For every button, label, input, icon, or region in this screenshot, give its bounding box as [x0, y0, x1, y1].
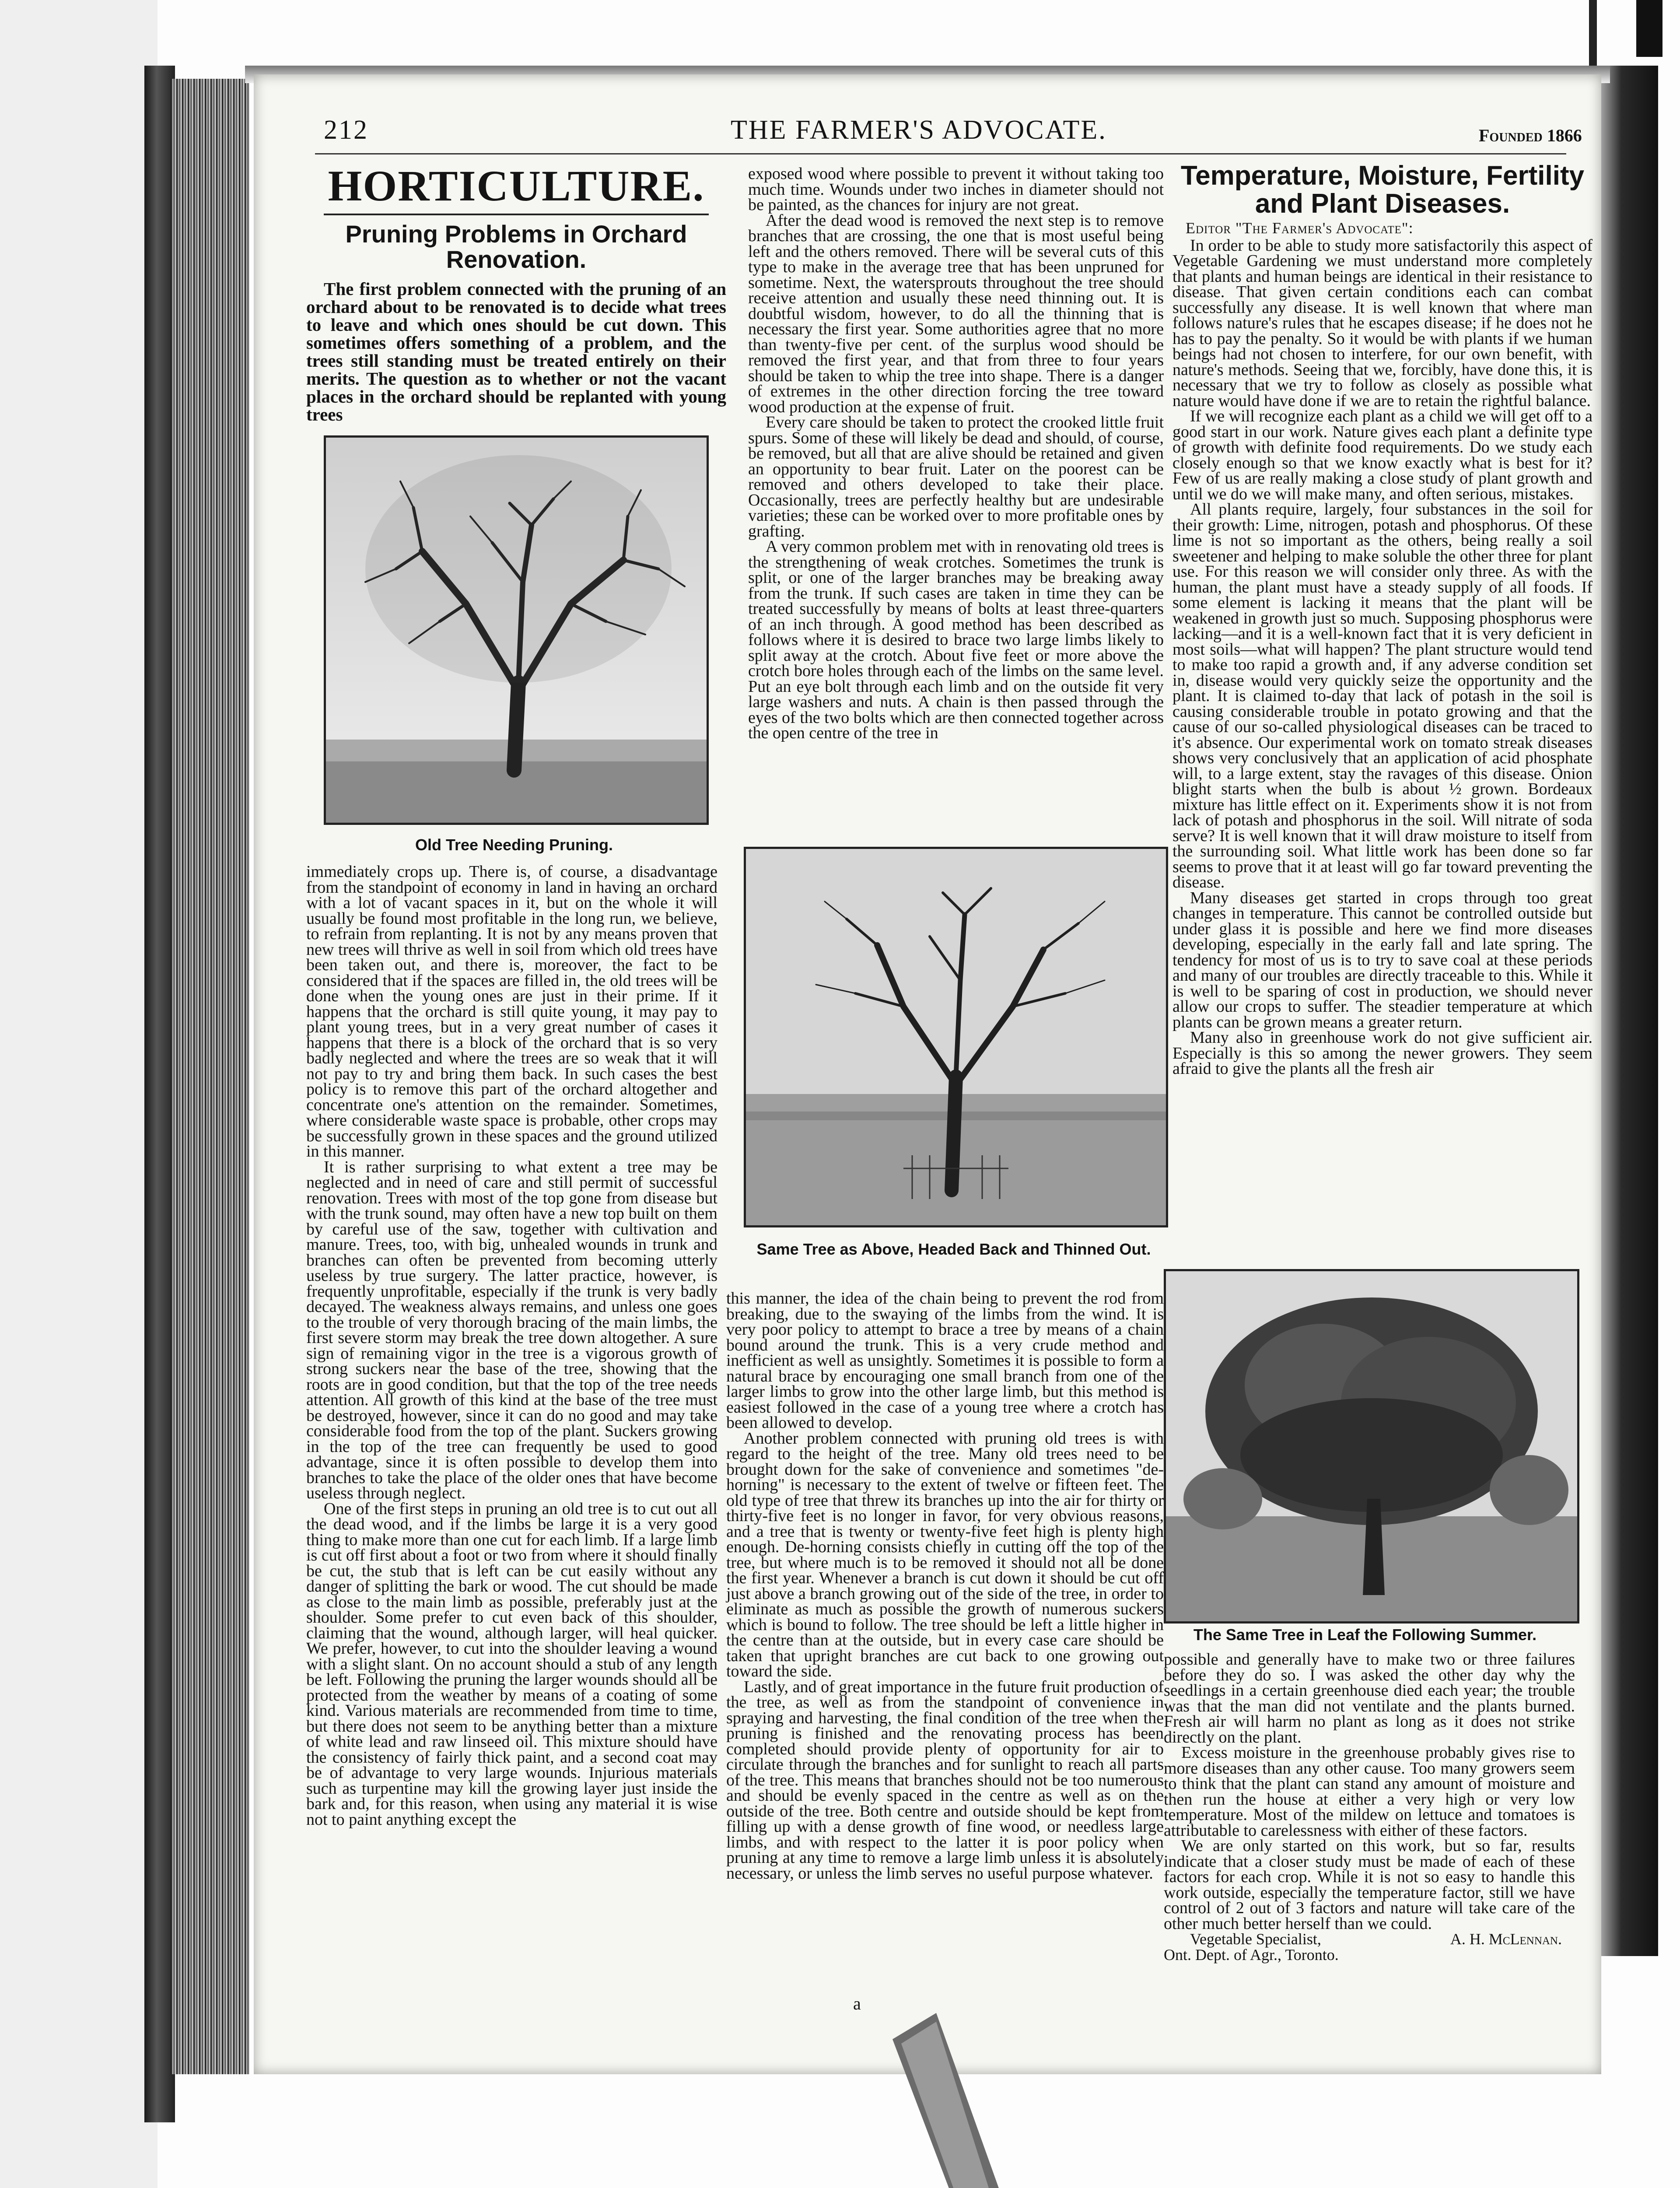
- paragraph: In order to be able to study more satisfactorily this aspect of Vegetable Gardening we must understand more completely that plants and human beings are identical in their resistance to disease. That given certain conditions each can combat successfully any disease. It is well known that where man follows nature's rules that he escapes disease; if he does not he has to pay the penalty. So it would be with plants if we human beings had not chosen to interfere, for our own benefit, with nature's methods. Seeing that we, forcibly, have done this, it is necessary that we try to follow as closely as possible what nature would have done if we are to retain the rightful balance.: [1172, 236, 1592, 410]
- caption-fig2: Same Tree as Above, Headed Back and Thinned Out.: [756, 1240, 1151, 1258]
- column-2-bottom: [726, 1291, 1164, 1881]
- article-title: Pruning Problems in Orchard Renovation.: [345, 220, 687, 273]
- clip-bar: [1636, 0, 1662, 57]
- page-edges-right: [1597, 66, 1658, 1956]
- section-title: HORTICULTURE.: [328, 161, 705, 210]
- paragraph: If we will recognize each plant as a child we will get off to a good start in our work. Nature gives each plant a definite type of growth with definite food requirements. Do we study each closely enough so that we know exactly what is best for it? Few of us are really making a close study of plant growth and until we do we will make many, and often serious, mistakes.: [1172, 407, 1592, 503]
- article2-title: Temperature, Moisture, Fertility and Plant Diseases.: [1180, 161, 1585, 219]
- paragraph: It is rather surprising to what extent a tree may be neglected and in need of care and still permit of successful renovation. Trees with most of the top gone from disease but with the trunk sound, may often have a new top built on them by careful use of the saw, together with cultivation and manure. Trees, too, with big, unhealed wounds in trunk and branches can often be prevented from becoming utterly useless by true surgery. The latter practice, however, is frequently unprofitable, especially if the trunk is very badly decayed. The weakness always remains, and unless one goes to the trouble of very thorough bracing of the main limbs, the first severe storm may break the tree down altogether. A sure sign of remaining vigor in the tree is a vigorous growth of strong suckers near the base of the tree, showing that the roots are in good condition, but that the top of the tree needs attention. All growth of this kind at the base of the tree must be destroyed, however, since it can do no good and may take considerable food from the top of the plant. Suckers growing in the top of the tree can frequently be used to good advantage, since it is often possible to develop them into branches to take the place of the older ones that have become useless through neglect.: [306, 1157, 718, 1502]
- paragraph: A very common problem met with in renovating old trees is the strengthening of weak crotches. Sometimes the trunk is split, or one of the larger branches may be breaking away from the trunk. If such cases are taken in time they can be treated successfully by means of bolts at least three-quarters of an inch through. A good method has been described as follows where it is desired to brace two large limbs likely to split away at the crotch. About five feet or more above the crotch bore holes through each of the limbs on the same level. Put an eye bolt through each limb and on the outside fit very large washers and nuts. A chain is then passed through the eyes of the two bolts which are then connected together across the open centre of the tree in: [748, 537, 1164, 742]
- caption-fig1: Old Tree Needing Pruning.: [415, 836, 613, 854]
- page-weight-object: [884, 2013, 1006, 2188]
- article-intro: The first problem connected with the pruning of an orchard about to be renovated is to decide what trees to leave and which ones should be cut down. This sometimes offers something of a problem, and the trees still standing must be treated entirely on their merits. The question as to whether or not the vacant places in the orchard should be replanted with young trees: [306, 279, 726, 424]
- column-1-bottom: [306, 864, 718, 1827]
- paragraph: After the dead wood is removed the next step is to remove branches that are crossing, the one that is most useful being left and the others removed. There will be several cuts of this type to make in the average tree that has been unpruned for sometime. Next, the watersprouts throughout the tree should receive attention and usually these need thinning out. It is doubtful wisdom, however, to do all the thinning that is necessary the first year. Some authorities agree that no more than twenty-five per cent. of the surplus wood should be removed the first year, and that from three to four years should be taken to whip the tree into shape. There is a danger of extremes in the other direction forcing the tree toward wood production at the expense of fruit.: [748, 211, 1164, 416]
- paragraph: All plants require, largely, four substances in the soil for their growth: Lime, nitrogen, potash and phosphorus. Of these lime is not so important as the others, being really a soil sweetener and helping to make soluble the other three for plant use. For this reason we will consider only three. As with the human, the plant must have a steady supply of all foods. If some element is lacking it means that the plant will be weakened in growth just so much. Supposing phosphorus were lacking—and it is a well-known fact that it is very deficient in most soils—what will happen? The plant structure would tend to make too rapid a growth and, if any adverse condition set in, disease would very quickly seize the opportunity and the plant. It is claimed to-day that lack of potash in the soil is causing considerable trouble in potato growing and that the cause of our so-called physiological diseases can be traced to it's absence. Our experimental work on tomato streak diseases shows very conclusively that an application of acid phosphate will, to a large extent, stay the ravages of this disease. Onion blight starts when the bulb is about ½ grown. Bordeaux mixture has little effect on it. Experiments show it is not from lack of potash and phosphorus in the soil. Will nitrate of soda serve? It is well known that it will draw moisture to itself from the surrounding soil. What little work has been done so far seems to prove that it at least will go far toward preventing the disease.: [1172, 500, 1592, 891]
- paragraph: this manner, the idea of the chain being to prevent the rod from breaking, due to the swaying of the limbs from the wind. It is very poor policy to attempt to brace a tree by means of a chain bound around the trunk. This is a very crude method and inefficient as well as unsightly. Sometimes it is possible to form a natural brace by encouraging one small branch from one of the larger limbs to grow into the other large limb, but this method is easiest followed in the case of a young tree where a crotch has been allowed to develop.: [726, 1289, 1164, 1432]
- paragraph: Many also in greenhouse work do not give sufficient air. Especially is this so among the newer growers. They seem afraid to give the plants all the fresh air: [1172, 1028, 1592, 1078]
- photo-old-tree: [324, 435, 709, 825]
- paragraph: Every care should be taken to protect the crooked little fruit spurs. Some of these will likely be dead and should, of course, be removed, but all that are alive should be retained and given an opportunity to bear fruit. Later on the poorest can be removed and others developed to take their place. Occasionally, trees are perfectly healthy but are undesirable varieties; these can be worked over to more profitable ones by grafting.: [748, 413, 1164, 540]
- editor-salutation: Editor "The Farmer's Advocate":: [1186, 219, 1414, 237]
- paragraph: Excess moisture in the greenhouse probably gives rise to more diseases than any other cause. Too many growers seem to think that the plant can stand any amount of moisture and then run the house at either a very high or very low temperature. Most of the mildew on lettuce and tomatoes is attributable to carelessness with either of these factors.: [1164, 1743, 1575, 1840]
- page-number: 212: [324, 115, 368, 145]
- column-3-bottom: [1164, 1652, 1575, 1963]
- journal-title: THE FARMER'S ADVOCATE.: [731, 115, 1107, 145]
- founded-year: Founded 1866: [1479, 126, 1582, 145]
- signature-dept: Ont. Dept. of Agr., Toronto.: [1164, 1946, 1339, 1964]
- paragraph: Another problem connected with pruning old trees is with regard to the height of the tree. Many old trees need to be brought down for the sake of convenience and sometimes "de-horning" is necessary to the extent of twelve or fifteen feet. The old type of tree that threw its branches up into the air for thirty or thirty-five feet is no longer in favor, for very obvious reasons, and a tree that is twenty or twenty-five feet high is plenty high enough. De-horning consists chiefly in cutting off the top of the tree, but where much is to be removed it should not all be done the first year. Whenever a branch is cut down it should be cut off just above a branch growing out of the side of the tree, in order to eliminate as much as possible the growth of numerous suckers which is bound to follow. The tree should be left a little higher in the centre than at the outside, but in every case care should be taken that upright branches are cut back to one growing out toward the side.: [726, 1429, 1164, 1680]
- column-1-top: [306, 162, 726, 424]
- paragraph: immediately crops up. There is, of course, a disadvantage from the standpoint of economy in land in having an orchard with a lot of vacant spaces in it, but on the whole it will usually be found most profitable in the long run, we believe, to refrain from replanting. It is not by any means proven that new trees will thrive as well in soil from which old trees have been taken out, and there is, moreover, the fact to be considered that if the spaces are filled in, the old trees will be done when the young ones are just in their prime. If it happens that the orchard is still quite young, it may pay to plant young trees, but in a very great number of cases it happens that there is a block of the orchard that is so very badly neglected and where the trees are so weak that it will not pay to try and bring them back. In such cases the best policy is to remove this part of the orchard altogether and concentrate one's attention on the remainder. Sometimes, where considerable waste space is probable, other crops may be successfully grown in these spaces and the ground utilized in this manner.: [306, 863, 718, 1161]
- column-2-top: [748, 166, 1164, 741]
- page-footer-mark: a: [853, 1994, 861, 2013]
- paragraph: possible and generally have to make two or three failures before they do so. I was asked the other day why the seedlings in a certain greenhouse died each year; the trouble was that the man did not ventilate and the plants burned. Fresh air will harm no plant as long as it does not strike directly on the plant.: [1164, 1650, 1575, 1746]
- paragraph: One of the first steps in pruning an old tree is to cut out all the dead wood, and if the limbs be large it is a very good thing to make more than one cut for each limb. If a large limb is cut off first about a foot or two from where it should finally be cut, the stub that is left can be cut easily without any danger of splitting the bark or wood. The cut should be made as close to the main limb as possible, preferably just at the shoulder. Some prefer to cut even back of this shoulder, claiming that the wound, although larger, will heal quicker. We prefer, however, to cut into the shoulder leaving a wound with a slight slant. On no account should a stub of any length be left. Following the pruning the larger wounds should all be protected from the weather by means of a coating of some kind. Various materials are recommended from time to time, but there does not seem to be anything better than a mixture of white lead and raw linseed oil. This mixture should have the consistency of fairly thick paint, and a second coat may be of advantage to very large wounds. Injurious materials such as turpentine may kill the growing layer just inside the bark and, for this reason, when using any material it is wise not to paint anything except the: [306, 1499, 718, 1829]
- caption-fig3: The Same Tree in Leaf the Following Summer.: [1193, 1626, 1537, 1644]
- column-3-top: [1172, 162, 1592, 1077]
- signature-role: Vegetable Specialist,: [1190, 1930, 1321, 1948]
- paragraph: Many diseases get started in crops through too great changes in temperature. This cannot be controlled outside but under glass it is possible and here we find more diseases developing, especially in the early fall and late spring. The tendency for most of us is to try to save coal at these periods and many of our troubles are directly traceable to this. While it is well to be sparing of cost in production, we should never allow our crops to suffer. The steadier temperature at which plants can be grown means a greater return.: [1172, 888, 1592, 1031]
- paragraph: exposed wood where possible to prevent it without taking too much time. Wounds under two inches in diameter should not be painted, as the chances for injury are not great.: [748, 165, 1164, 214]
- section-rule: [324, 214, 709, 215]
- signature-name: A. H. McLennan.: [1450, 1930, 1562, 1948]
- background-left: [0, 0, 158, 2188]
- photo-pruned-tree: [744, 847, 1168, 1227]
- header-rule: [315, 153, 1566, 154]
- page-edges-left: [171, 79, 249, 2074]
- paragraph: Lastly, and of great importance in the future fruit production of the tree, as well as from the standpoint of convenience in spraying and harvesting, the final condition of the tree when the pruning is finished and the renovating process has been completed should provide plenty of opportunity for air to circulate through the branches and for sunlight to reach all parts of the tree. This means that branches should not be too numerous and should be evenly spaced in the centre as well as on the outside of the tree. Both centre and outside should be kept from filling up with a dense growth of fine wood, or needless large limbs, and with respect to the latter it is poor policy when pruning at any time to remove a large limb unless it is absolutely necessary, or unless the limb serves no useful purpose whatever.: [726, 1677, 1164, 1883]
- paragraph: We are only started on this work, but so far, results indicate that a closer study must be made of each of these factors for each crop. While it is not so easy to handle this work outside, especially the temperature factor, still we have control of 2 out of 3 factors and nature will take care of the other much better herself than we could.: [1164, 1837, 1575, 1933]
- photo-tree-in-leaf: [1164, 1269, 1579, 1623]
